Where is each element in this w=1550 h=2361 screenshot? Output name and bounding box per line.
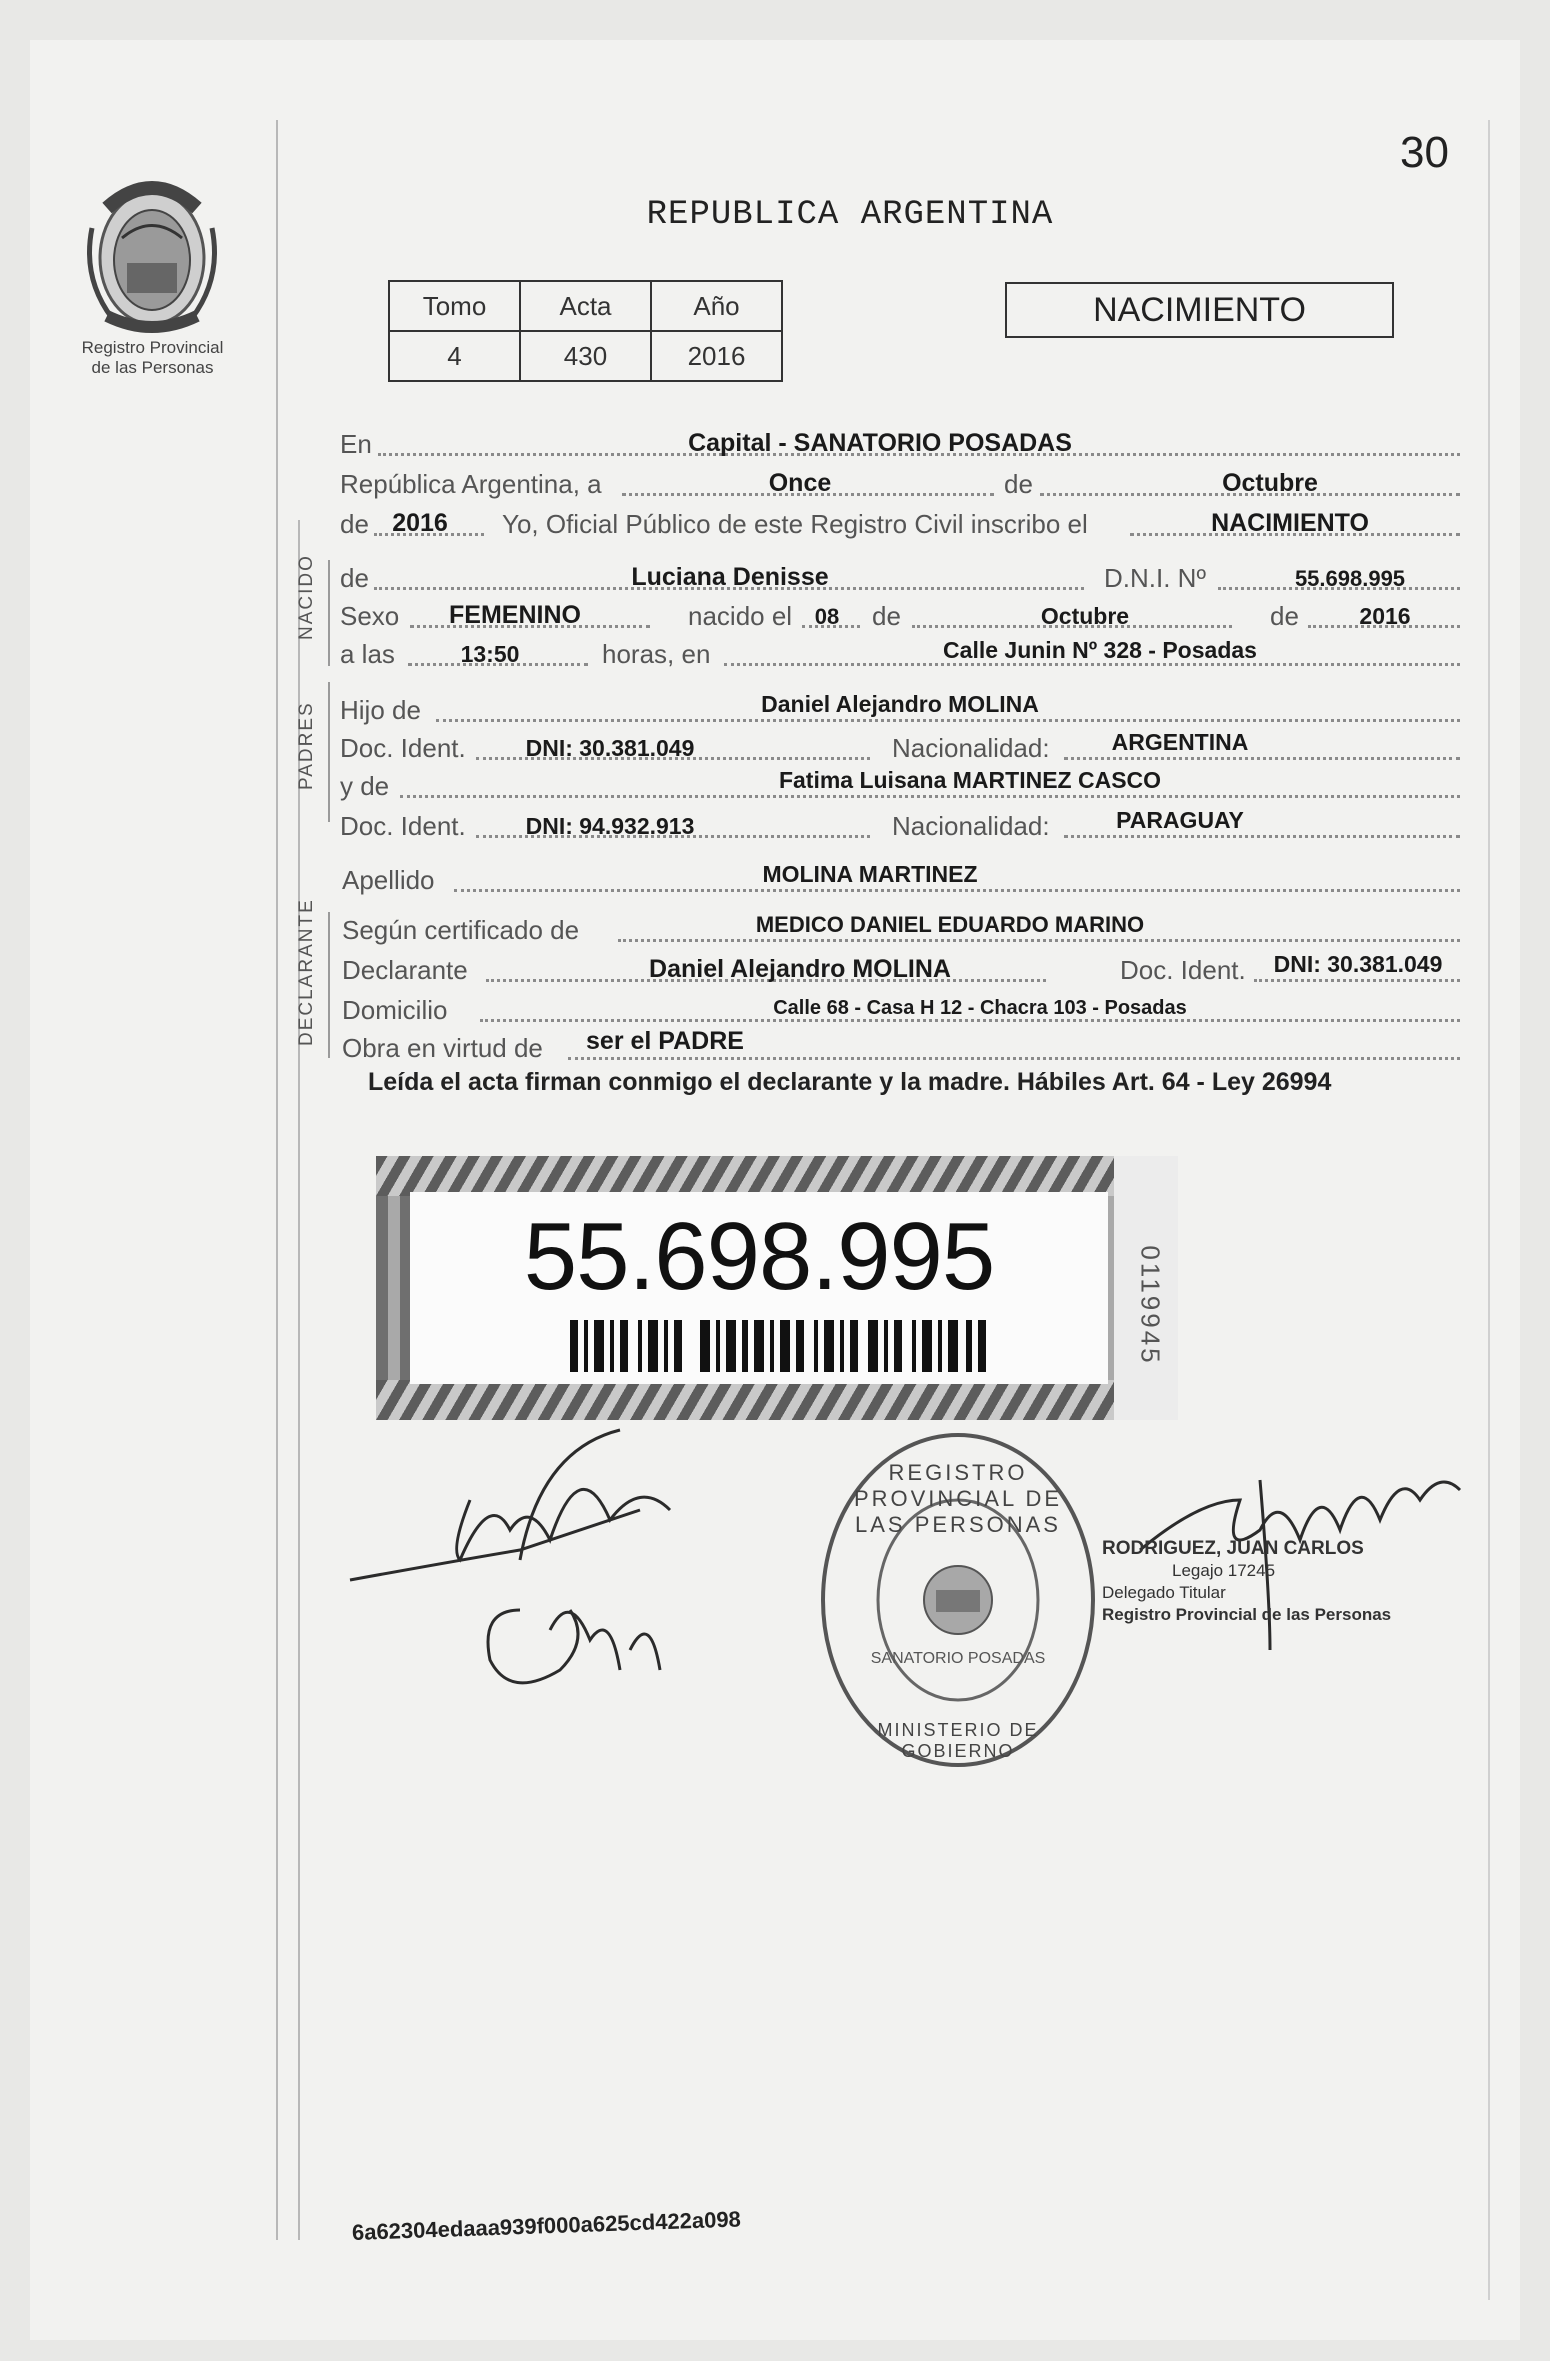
dotted-line xyxy=(1064,835,1460,838)
month-value: Octubre xyxy=(1222,469,1318,497)
form-row-address xyxy=(340,990,1460,1030)
form-row-child-name xyxy=(340,558,1460,598)
page-number: 30 xyxy=(1400,128,1449,177)
dotted-line xyxy=(400,795,1460,798)
birth-month-value: Octubre xyxy=(1040,603,1130,629)
dotted-line xyxy=(436,719,1460,722)
official-name: RODRIGUEZ, JUAN CARLOS xyxy=(1102,1538,1364,1559)
year-value: 2016 xyxy=(392,509,448,537)
child-name-value: Luciana Denisse xyxy=(631,563,829,591)
table-cell: 430 xyxy=(520,331,651,381)
sticker-serial-wrap xyxy=(1130,1245,1170,1366)
declarant-signature-icon xyxy=(340,1410,760,1710)
table-header: Acta xyxy=(520,281,651,331)
sticker-serial: 0119945 xyxy=(1135,1245,1166,1366)
document-hash: 6a62304edaaa939f000a625cd422a098 xyxy=(351,2206,742,2245)
form-row-obra xyxy=(340,1028,1460,1068)
record-type-box: NACIMIENTO xyxy=(1005,282,1394,338)
en-label: En xyxy=(340,429,372,459)
father-nationality-value: ARGENTINA xyxy=(1111,729,1249,755)
day-words-value: Once xyxy=(768,469,832,497)
closing-statement: Leída el acta firman conmigo el declarante y la madre. Hábiles Art. 64 - Ley 26994 xyxy=(368,1068,1332,1096)
republica-label: República Argentina, a xyxy=(340,469,602,499)
official-legajo: Legajo 17245 xyxy=(1172,1561,1276,1580)
nacido-bracket xyxy=(328,560,330,666)
declarante-label: Declarante xyxy=(342,955,468,985)
obra-label: Obra en virtud de xyxy=(342,1033,543,1063)
apellido-label: Apellido xyxy=(342,865,435,895)
segun-label: Según certificado de xyxy=(342,915,580,945)
country-heading: REPUBLICA ARGENTINA xyxy=(646,196,1054,234)
official-role: Delegado Titular xyxy=(1102,1583,1226,1602)
seal-caption xyxy=(40,338,265,378)
place-value: Capital - SANATORIO POSADAS xyxy=(688,429,1072,457)
table-header: Año xyxy=(651,281,782,331)
dotted-line xyxy=(618,939,1460,942)
de-label: de xyxy=(1270,601,1299,631)
sticker-ribbon-top xyxy=(376,1156,1116,1196)
form-row-mother-doc xyxy=(340,806,1460,846)
a-las-label: a las xyxy=(340,639,395,669)
domicilio-label: Domicilio xyxy=(342,995,448,1025)
officer-text: Yo, Oficial Público de este Registro Civil inscribo el xyxy=(502,509,1088,539)
birth-place-value: Calle Junin Nº 328 - Posadas xyxy=(943,637,1257,663)
mother-name-value: Fatima Luisana MARTINEZ CASCO xyxy=(778,767,1162,793)
form-row-place xyxy=(340,424,1460,464)
declarante-bracket xyxy=(328,912,330,1058)
dotted-line xyxy=(454,889,1460,892)
registry-stamp xyxy=(808,1420,1108,1780)
doc-ident-label: Doc. Ident. xyxy=(340,811,466,841)
nacido-label: nacido el xyxy=(688,601,793,631)
form-row-officer xyxy=(340,504,1460,544)
sex-value: FEMENINO xyxy=(449,601,581,629)
section-padres-label: PADRES xyxy=(296,701,317,790)
father-doc-value: DNI: 30.381.049 xyxy=(525,735,695,761)
section-declarante-label: DECLARANTE xyxy=(296,898,317,1046)
sticker-dni-number: 55.698.995 xyxy=(523,1203,995,1310)
official-block xyxy=(1102,1538,1432,1626)
stamp-inner-text: SANATORIO POSADAS xyxy=(870,1650,1046,1667)
act-value: NACIMIENTO xyxy=(1211,509,1369,537)
child-dni-value: 55.698.995 xyxy=(1294,566,1406,591)
form-row-date xyxy=(340,464,1460,504)
table-header: Tomo xyxy=(389,281,520,331)
right-margin-line xyxy=(1488,120,1490,2300)
dotted-line xyxy=(1254,979,1460,982)
section-nacido-label: NACIDO xyxy=(296,554,317,640)
de-label: de xyxy=(872,601,901,631)
certificate-value: MEDICO DANIEL EDUARDO MARINO xyxy=(755,912,1145,937)
form-row-mother xyxy=(340,766,1460,806)
de-label: de xyxy=(340,563,369,593)
table-cell: 4 xyxy=(389,331,520,381)
sexo-label: Sexo xyxy=(340,601,400,631)
official-office: Registro Provincial de las Personas xyxy=(1102,1605,1392,1624)
birth-day-value: 08 xyxy=(814,604,840,629)
seal-caption-line: de las Personas xyxy=(91,358,214,377)
form-row-time-place xyxy=(340,634,1460,674)
hijo-de-label: Hijo de xyxy=(340,695,421,725)
form-row-certificate xyxy=(340,910,1460,950)
declarant-name-value: Daniel Alejandro MOLINA xyxy=(649,955,951,983)
doc-ident-label: Doc. Ident. xyxy=(1120,955,1246,985)
declarant-doc-value: DNI: 30.381.049 xyxy=(1273,951,1443,977)
form-row-father xyxy=(340,690,1460,730)
surname-value: MOLINA MARTINEZ xyxy=(762,861,978,887)
obra-value: ser el PADRE xyxy=(586,1027,744,1055)
tomo-acta-anio-table xyxy=(388,280,783,382)
mother-nationality-value: PARAGUAY xyxy=(1116,807,1244,833)
form-row-declarant xyxy=(340,950,1460,990)
dni-sticker xyxy=(376,1156,1178,1420)
province-seal xyxy=(82,168,222,338)
de-label: de xyxy=(1004,469,1033,499)
form-row-sex-birth xyxy=(340,596,1460,636)
father-name-value: Daniel Alejandro MOLINA xyxy=(761,691,1039,717)
doc-ident-label: Doc. Ident. xyxy=(340,733,466,763)
left-margin-line xyxy=(276,120,278,2240)
barcode-icon xyxy=(570,1320,990,1372)
stamp-bottom-text: MINISTERIO DE GOBIERNO xyxy=(877,1720,1039,1761)
table-cell: 2016 xyxy=(651,331,782,381)
stamp-outer-text: REGISTRO PROVINCIAL DE LAS PERSONAS xyxy=(853,1460,1063,1537)
form-row-surname xyxy=(340,860,1460,900)
de-label: de xyxy=(340,509,369,539)
address-value: Calle 68 - Casa H 12 - Chacra 103 - Posadas xyxy=(773,997,1187,1019)
sticker-label-area xyxy=(410,1192,1108,1384)
dotted-line xyxy=(568,1057,1460,1060)
horas-label: horas, en xyxy=(602,639,711,669)
dni-label: D.N.I. Nº xyxy=(1104,563,1206,593)
y-de-label: y de xyxy=(340,771,390,801)
birth-time-value: 13:50 xyxy=(460,641,520,667)
birth-year-value: 2016 xyxy=(1359,603,1411,629)
seal-caption-line: Registro Provincial xyxy=(81,338,224,357)
nacionalidad-label: Nacionalidad: xyxy=(892,811,1050,841)
padres-bracket xyxy=(328,682,330,822)
form-row-father-doc xyxy=(340,728,1460,768)
mother-doc-value: DNI: 94.932.913 xyxy=(525,813,695,839)
nacionalidad-label: Nacionalidad: xyxy=(892,733,1050,763)
dotted-line xyxy=(1064,757,1460,760)
